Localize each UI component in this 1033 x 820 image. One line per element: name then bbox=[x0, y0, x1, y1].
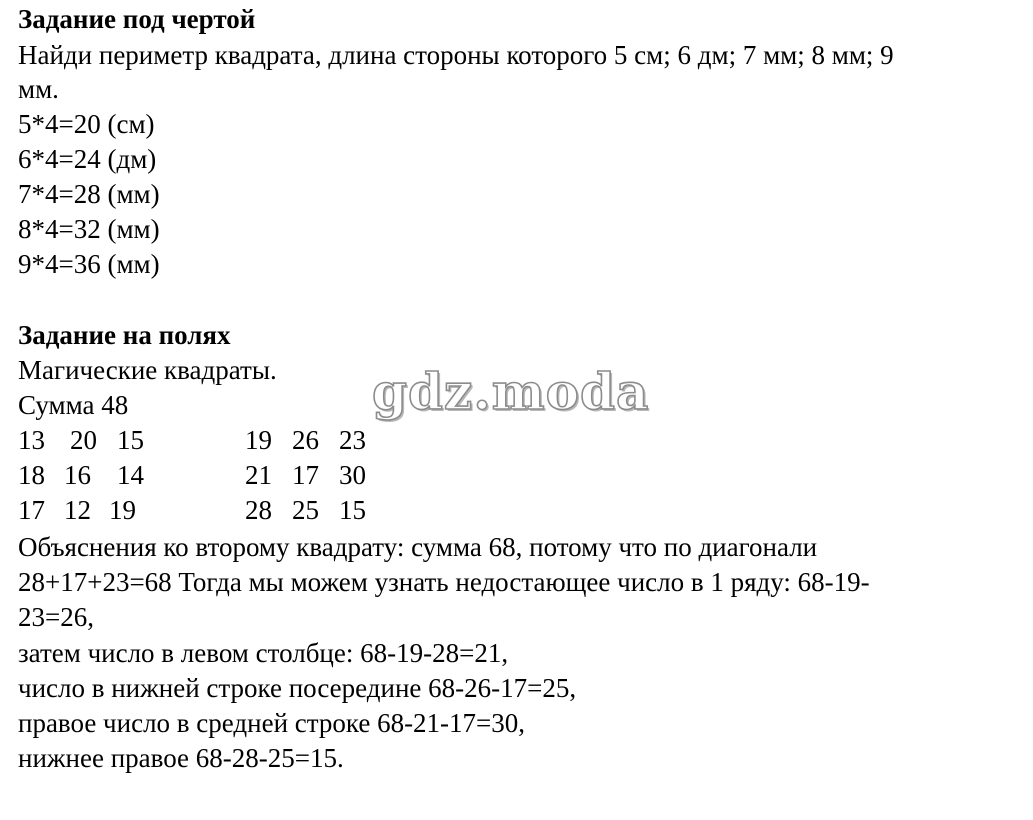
square-cell: 17 bbox=[18, 495, 45, 525]
explanation-line: Объяснения ко второму квадрату: сумма 68, потому что по диагонали bbox=[18, 532, 818, 562]
answer-line: 9*4=36 (мм) bbox=[18, 249, 160, 279]
square-cell: 18 bbox=[18, 460, 45, 490]
explanation-line: 23=26, bbox=[18, 602, 94, 632]
task1-heading: Задание под чертой bbox=[18, 4, 256, 34]
square-cell: 21 bbox=[245, 460, 272, 490]
task2-subtitle: Магические квадраты. bbox=[18, 355, 277, 385]
square-cell: 26 bbox=[292, 425, 319, 455]
sum-label: Сумма 48 bbox=[18, 390, 129, 420]
square-cell: 16 bbox=[64, 460, 91, 490]
explanation-line: затем число в левом столбце: 68-19-28=21, bbox=[18, 638, 509, 668]
square-cell: 28 bbox=[245, 495, 272, 525]
answer-line: 7*4=28 (мм) bbox=[18, 179, 160, 209]
square-cell: 19 bbox=[245, 425, 272, 455]
explanation-line: 28+17+23=68 Тогда мы можем узнать недостающее число в 1 ряду: 68-19- bbox=[18, 567, 870, 597]
square-cell: 17 bbox=[292, 460, 319, 490]
square-cell: 14 bbox=[117, 460, 144, 490]
answer-line: 8*4=32 (мм) bbox=[18, 214, 160, 244]
square-cell: 25 bbox=[292, 495, 319, 525]
square-cell: 12 bbox=[64, 495, 91, 525]
task1-text-line2: мм. bbox=[18, 74, 59, 104]
task1-text-line1: Найди периметр квадрата, длина стороны которого 5 см; 6 дм; 7 мм; 8 мм; 9 bbox=[18, 40, 894, 70]
square-cell: 30 bbox=[339, 460, 366, 490]
square-cell: 13 bbox=[18, 425, 45, 455]
square-cell: 15 bbox=[339, 495, 366, 525]
watermark-logo: gdz.moda bbox=[372, 362, 650, 421]
explanation-line: правое число в средней строке 68-21-17=30, bbox=[18, 708, 526, 738]
answer-line: 6*4=24 (дм) bbox=[18, 144, 157, 174]
task2-heading: Задание на полях bbox=[18, 320, 231, 350]
square-cell: 15 bbox=[117, 425, 144, 455]
answer-line: 5*4=20 (см) bbox=[18, 109, 155, 139]
square-cell: 20 bbox=[70, 425, 97, 455]
explanation-line: число в нижней строке посередине 68-26-17=25, bbox=[18, 673, 577, 703]
square-cell: 19 bbox=[109, 495, 136, 525]
square-cell: 23 bbox=[339, 425, 366, 455]
explanation-line: нижнее правое 68-28-25=15. bbox=[18, 743, 344, 773]
